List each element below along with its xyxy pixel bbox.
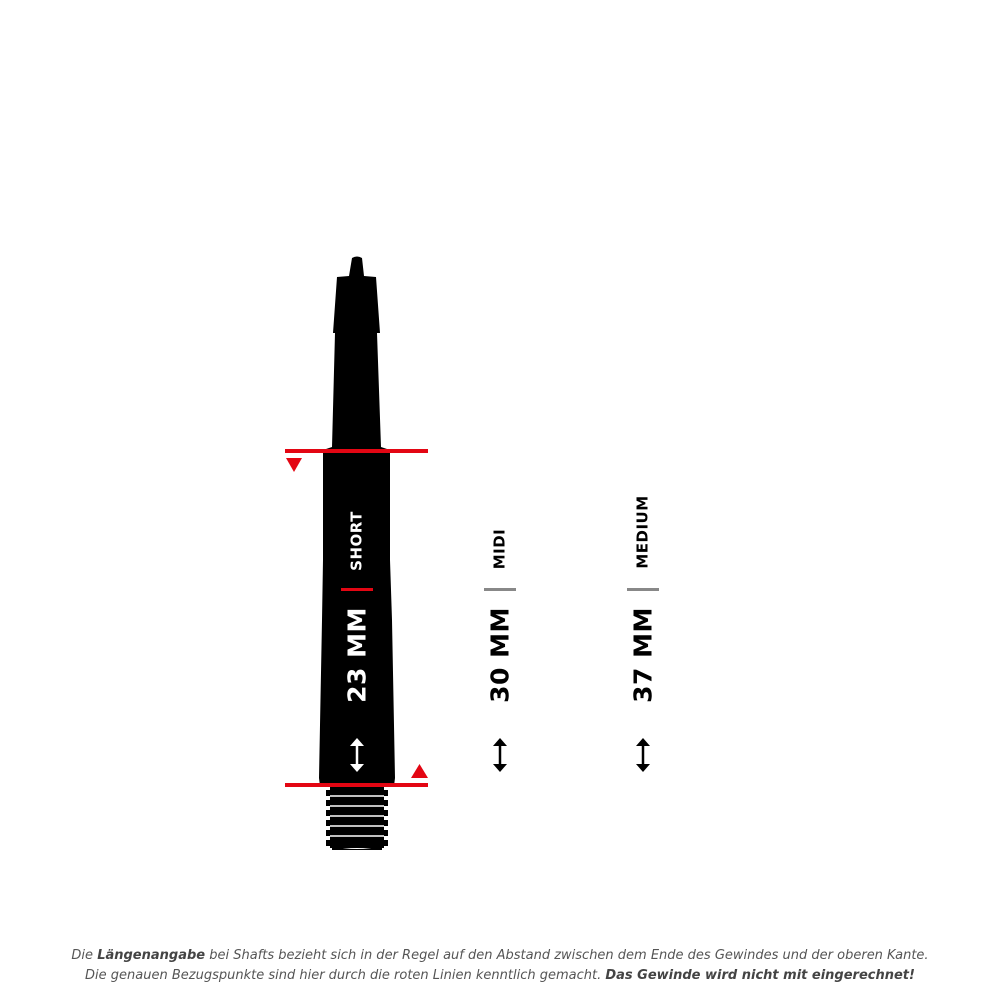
caption-line-1-pre: Die xyxy=(71,948,98,963)
short-label: SHORT xyxy=(347,511,366,571)
footnote-caption xyxy=(0,946,1000,986)
midi-double-arrow-icon xyxy=(493,738,507,772)
medium-divider xyxy=(627,588,659,591)
caption-line-2-pre: Die genauen Bezugspunkte sind hier durch die roten Linien kenntlich gemacht. xyxy=(85,968,606,983)
caption-line-1-bold: Längenangabe xyxy=(97,948,206,963)
top-reference-arrow xyxy=(286,458,302,472)
short-divider xyxy=(341,588,373,591)
midi-label: MIDI xyxy=(490,528,509,570)
medium-length-value: 37 MM xyxy=(628,607,658,703)
caption-line-1 xyxy=(0,946,1000,966)
midi-length-value: 30 MM xyxy=(485,607,515,703)
caption-line-1-post: bei Shafts bezieht sich in der Regel auf den Abstand zwischen dem Ende des Gewindes und der oberen Kante. xyxy=(205,948,929,963)
caption-line-2 xyxy=(0,966,1000,986)
midi-divider xyxy=(484,588,516,591)
bottom-reference-line xyxy=(285,783,428,787)
medium-double-arrow-icon xyxy=(636,738,650,772)
shaft-thread xyxy=(326,786,388,850)
caption-line-2-bold: Das Gewinde wird nicht mit eingerechnet! xyxy=(605,968,915,983)
top-reference-line xyxy=(285,449,428,453)
bottom-reference-arrow xyxy=(411,764,428,778)
short-length-value: 23 MM xyxy=(342,607,372,703)
medium-label: MEDIUM xyxy=(633,495,652,569)
